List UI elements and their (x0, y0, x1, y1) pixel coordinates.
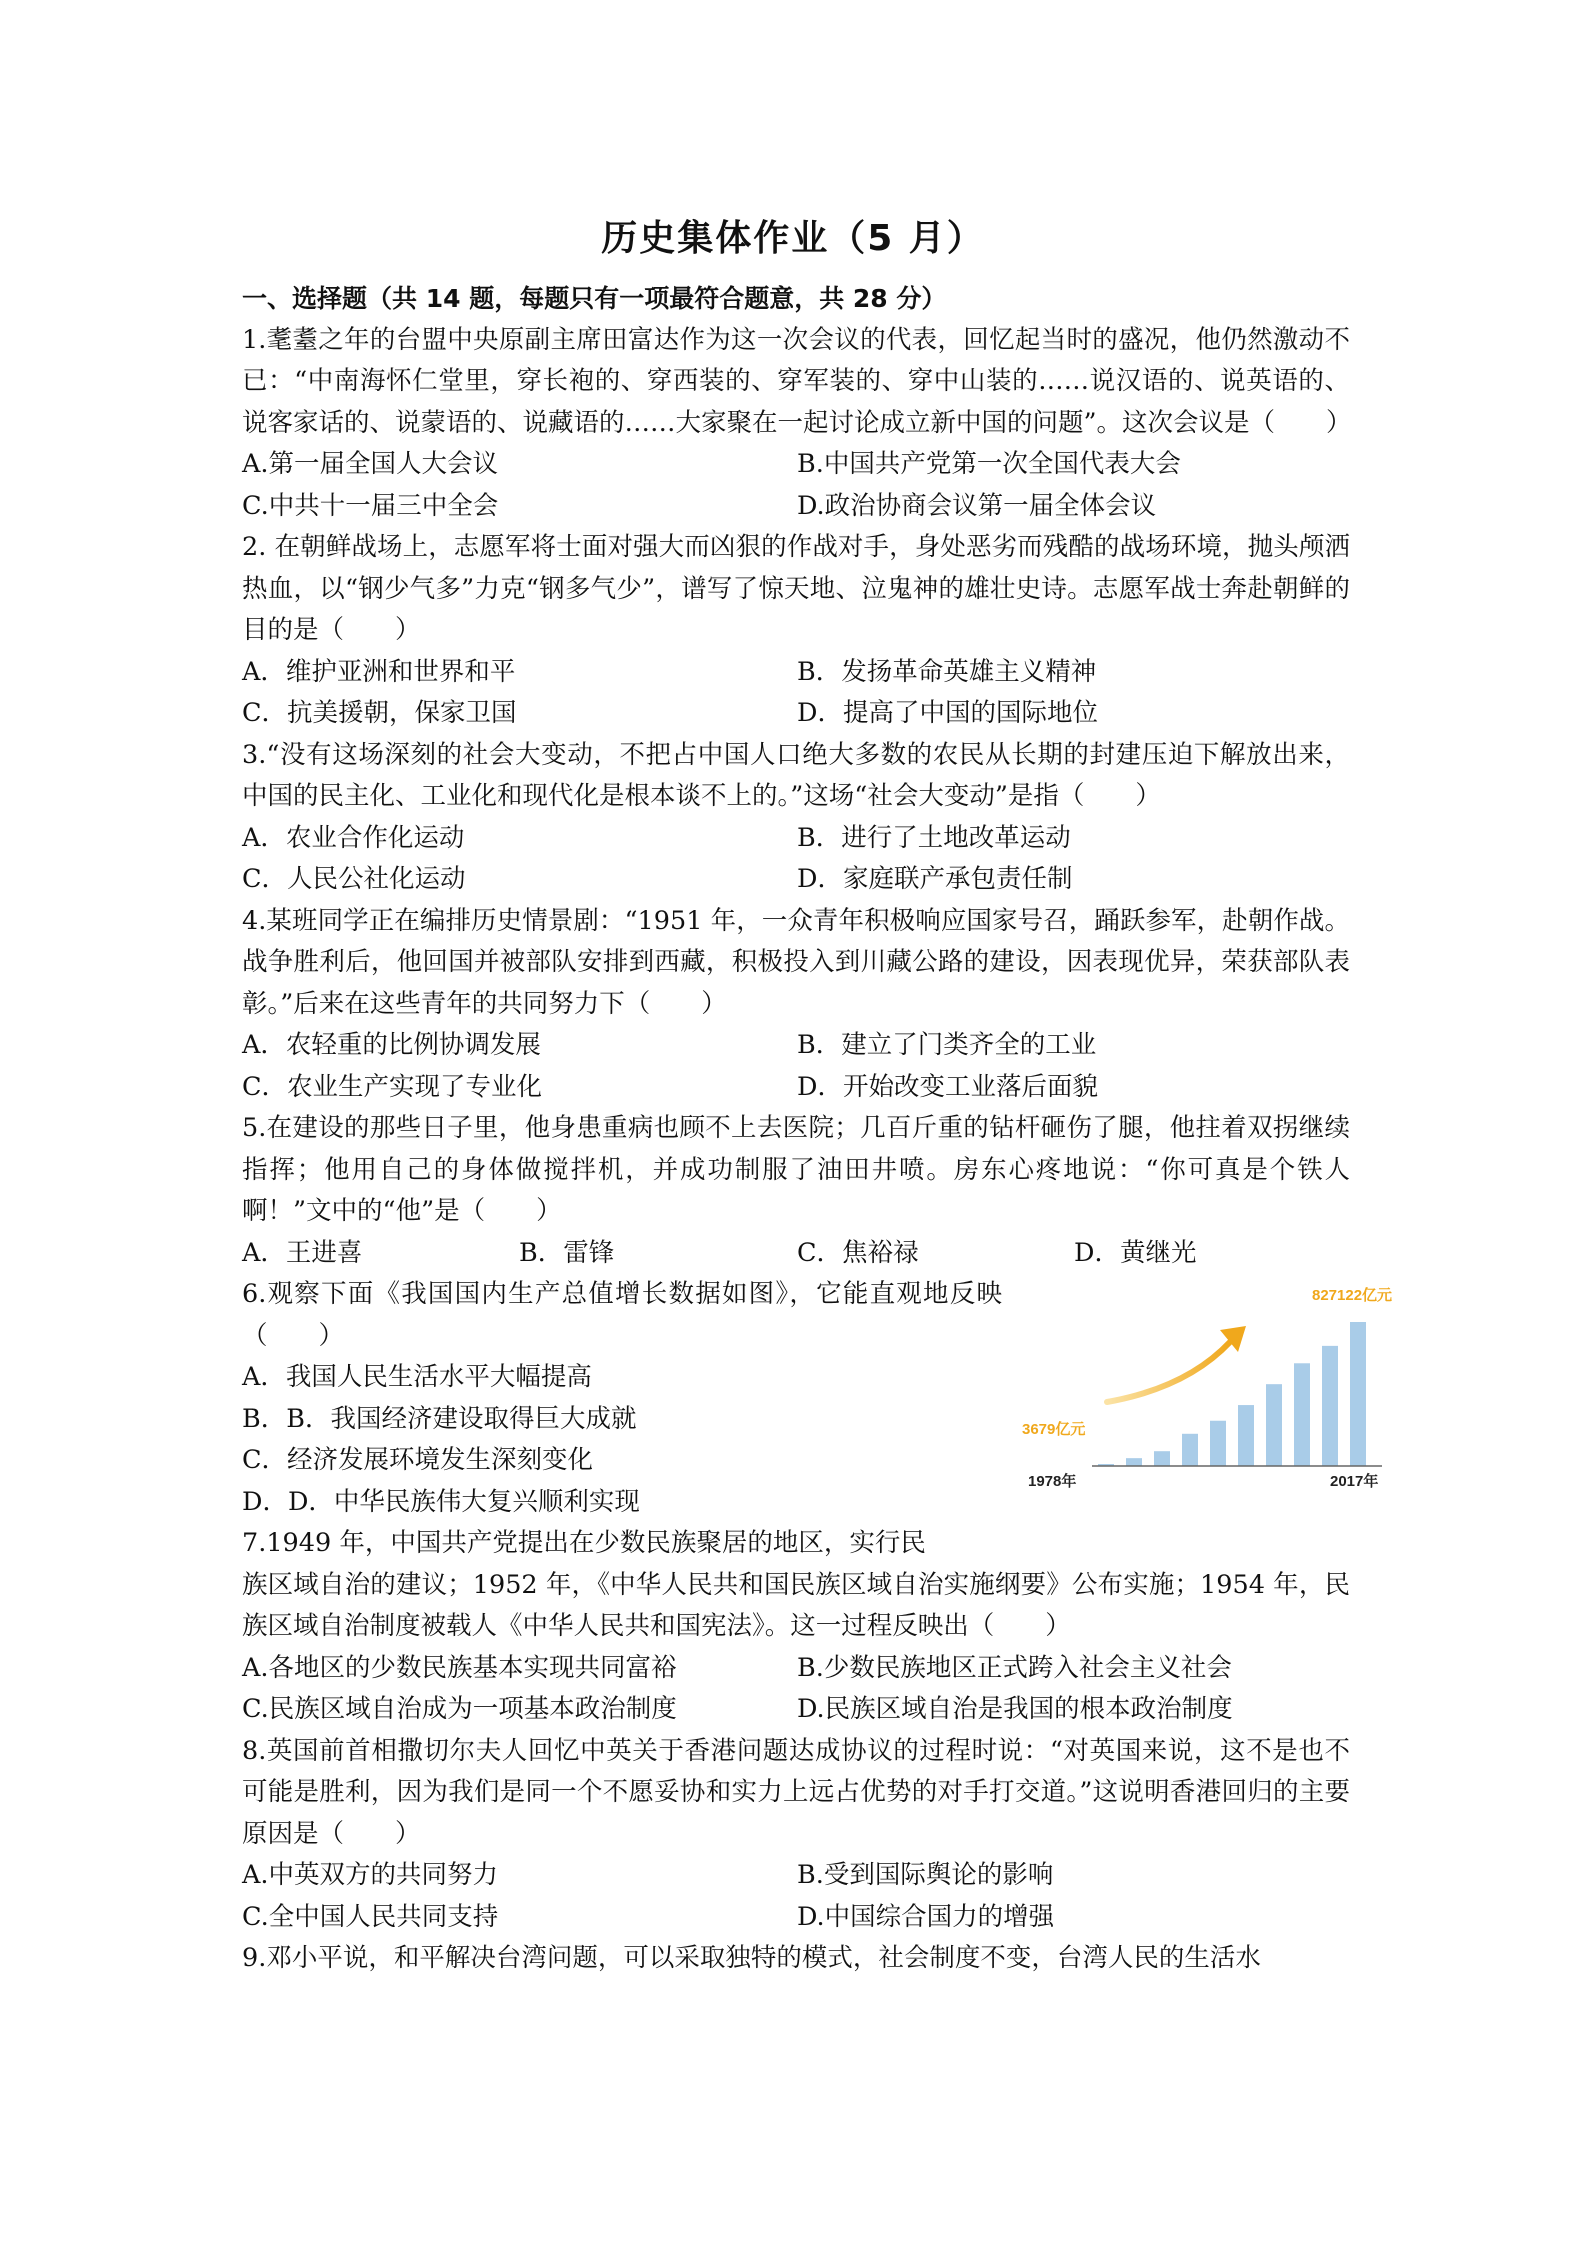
question-8-stem: 8.英国前首相撒切尔夫人回忆中英关于香港问题达成协议的过程时说：“对英国来说，这不是也不可能是胜利，因为我们是同一个不愿妥协和实力上远占优势的对手打交道。”这说明香港回归的主要原因是（ ） (242, 1735, 1350, 1849)
option-c: C．农业生产实现了专业化 (242, 1071, 543, 1102)
option-d: D.民族区域自治是我国的根本政治制度 (797, 1694, 1233, 1724)
option-d: D.政治协商会议第一届全体会议 (797, 490, 1157, 521)
option-d: D．家庭联产承包责任制 (797, 864, 1073, 894)
question-4-options (242, 1025, 1350, 1108)
option-d: D.中国综合国力的增强 (797, 1901, 1055, 1932)
question-6-block (242, 1274, 1393, 1523)
option-a: A.各地区的少数民族基本实现共同富裕 (242, 1652, 677, 1683)
question-3-stem: 3.“没有这场深刻的社会大变动，不把占中国人口绝大多数的农民从长期的封建压迫下解放出来，中国的民主化、工业化和现代化是根本谈不上的。”这场“社会大变动”是指（ ） (242, 739, 1350, 811)
option-c: C．焦裕禄 (797, 1237, 919, 1268)
gdp-bar (1182, 1434, 1198, 1466)
option-b: B．建立了门类齐全的工业 (797, 1030, 1097, 1060)
option-d: D．开始改变工业落后面貌 (797, 1071, 1098, 1102)
option-b: B．进行了土地改革运动 (797, 822, 1071, 853)
question-7-stem-line1: 7.1949 年，中国共产党提出在少数民族聚居的地区，实行民 (242, 1528, 926, 1558)
gdp-bar (1266, 1384, 1282, 1466)
gdp-bar (1238, 1405, 1254, 1466)
page-title: 历史集体作业（5 月） (601, 218, 985, 259)
option-a: A．维护亚洲和世界和平 (242, 656, 516, 687)
gdp-bar (1154, 1451, 1170, 1466)
option-d: D．黄继光 (1074, 1237, 1197, 1268)
gdp-growth-chart (1002, 1282, 1420, 1508)
option-c: C．经济发展环境发生深刻变化 (242, 1445, 594, 1475)
question-2-options (242, 652, 1350, 735)
option-a: A．农轻重的比例协调发展 (242, 1030, 541, 1060)
option-c: C.全中国人民共同支持 (242, 1901, 499, 1932)
option-c: C.中共十一届三中全会 (242, 490, 499, 521)
question-3-options (242, 818, 1350, 901)
question-2-stem: 2. 在朝鲜战场上，志愿军将士面对强大而凶狠的作战对手，身处恶劣而残酷的战场环境，抛头颅洒热血，以“钢少气多”力克“钢多气少”，谱写了惊天地、泣鬼神的雄壮史诗。志愿军战士奔赴朝鲜的目的是（ ） (242, 532, 1350, 645)
question-7-options (242, 1648, 1350, 1731)
gdp-bar (1210, 1421, 1226, 1466)
start-value-label: 3679亿元 (1022, 1421, 1086, 1438)
question-1-options (242, 444, 1350, 527)
option-c: C．抗美援朝，保家卫国 (242, 698, 517, 728)
option-a: A.第一届全国人大会议 (242, 449, 499, 479)
option-b: B.中国共产党第一次全国代表大会 (797, 449, 1181, 479)
option-b: B.受到国际舆论的影响 (797, 1860, 1054, 1890)
growth-arrow (1107, 1342, 1230, 1402)
option-d: D．提高了中国的国际地位 (797, 698, 1098, 728)
option-a: A.中英双方的共同努力 (242, 1860, 499, 1890)
gdp-bar (1322, 1346, 1338, 1466)
option-b: B.少数民族地区正式跨入社会主义社会 (797, 1652, 1232, 1683)
x-end-label: 2017年 (1330, 1473, 1379, 1490)
worksheet-content (242, 278, 1393, 1980)
x-start-label: 1978年 (1028, 1473, 1077, 1490)
gdp-bar (1294, 1363, 1310, 1466)
option-c: C.民族区域自治成为一项基本政治制度 (242, 1694, 677, 1724)
question-6-stem: 6.观察下面《我国国内生产总值增长数据如图》，它能直观地反映（ ） (242, 1279, 1002, 1351)
question-4-stem: 4.某班同学正在编排历史情景剧：“1951 年，一众青年积极响应国家号召，踊跃参军，赴朝作战。战争胜利后，他回国并被部队安排到西藏，积极投入到川藏公路的建设，因表现优异，荣获部队表彰。”后来在这些青年的共同努力下（ ） (242, 905, 1350, 1019)
question-5-stem: 5.在建设的那些日子里，他身患重病也顾不上去医院；几百斤重的钻杆砸伤了腿，他拄着双拐继续指挥；他用自己的身体做搅拌机，并成功制服了油田井喷。房东心疼地说：“你可真是个铁人啊！”文中的“他”是（ ） (242, 1113, 1350, 1226)
option-a: A．我国人民生活水平大幅提高 (242, 1362, 592, 1392)
section-heading: 一、选择题（共 14 题，每题只有一项最符合题意，共 28 分） (242, 284, 947, 313)
question-5-options (242, 1233, 1350, 1275)
question-9-stem: 9.邓小平说，和平解决台湾问题，可以采取独特的模式，社会制度不变，台湾人民的生活水 (242, 1943, 1261, 1973)
gdp-bar (1126, 1458, 1142, 1466)
option-b: B．雷锋 (519, 1237, 615, 1268)
option-a: A．王进喜 (242, 1237, 363, 1268)
question-7-stem-line2: 族区域自治的建议；1952 年，《中华人民共和国民族区域自治实施纲要》公布实施；1954 年，民族区域自治制度被载人《中华人民共和国宪法》。这一过程反映出（ ） (242, 1569, 1350, 1641)
end-value-label: 827122亿元 (1312, 1287, 1393, 1304)
question-1-stem: 1.耄耋之年的台盟中央原副主席田富达作为这一次会议的代表，回忆起当时的盛况，他仍然激动不已：“中南海怀仁堂里，穿长袍的、穿西装的、穿军装的、穿中山装的……说汉语的、说英语的、说客家话的、说蒙语的、说藏语的……大家聚在一起讨论成立新中国的问题”。这次会议是（ ） (242, 324, 1352, 438)
question-8-options (242, 1855, 1350, 1938)
option-a: A．农业合作化运动 (242, 822, 465, 853)
option-c: C．人民公社化运动 (242, 864, 466, 894)
option-b: B．B．我国经济建设取得巨大成就 (242, 1403, 637, 1434)
gdp-bar (1350, 1322, 1366, 1466)
option-d: D．D．中华民族伟大复兴顺利实现 (242, 1486, 640, 1517)
option-b: B．发扬革命英雄主义精神 (797, 656, 1097, 687)
